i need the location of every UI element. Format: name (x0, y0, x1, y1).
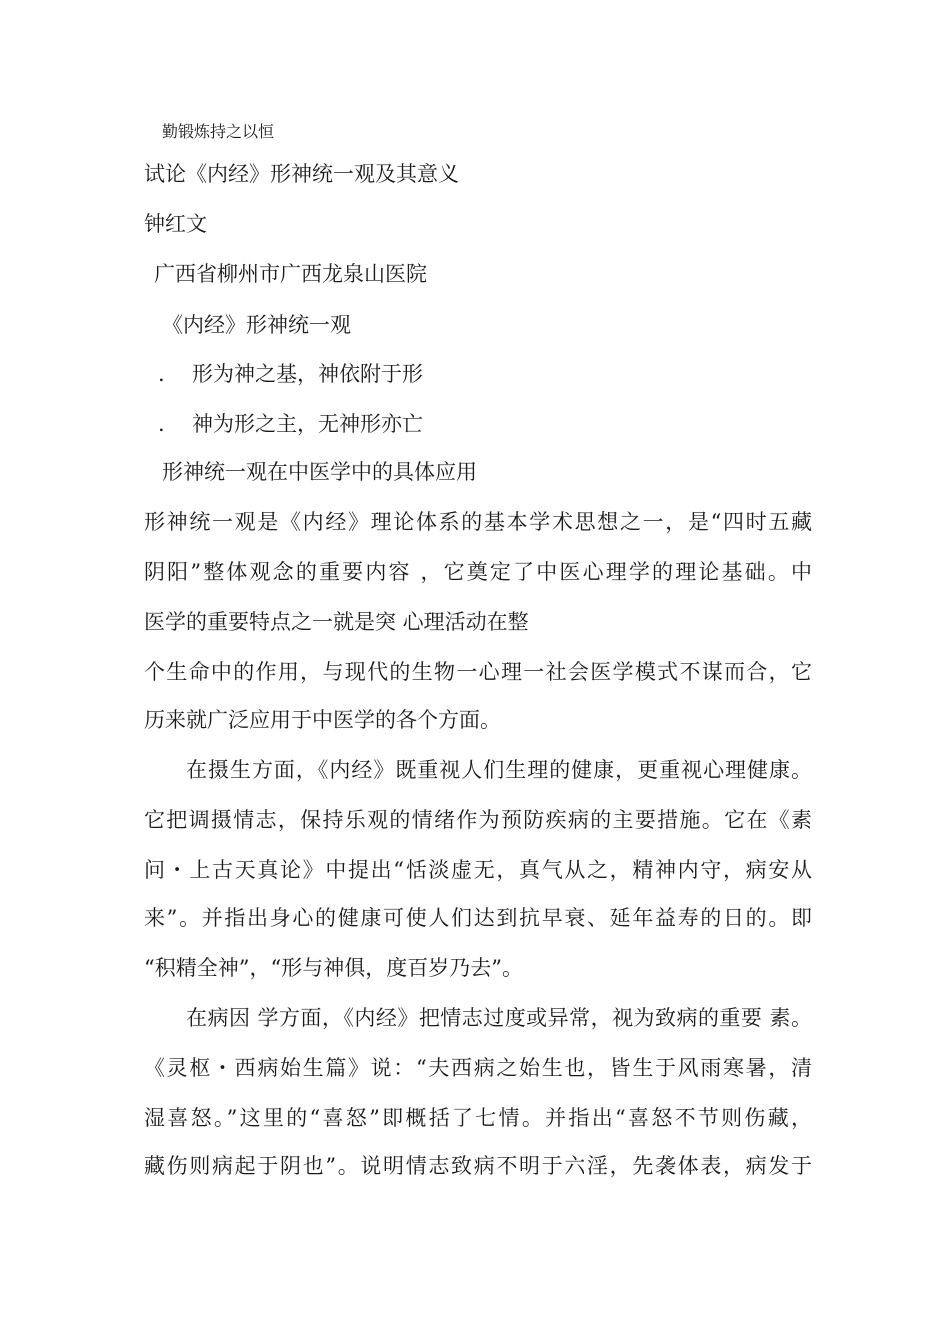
outline-item-1 (158, 360, 423, 388)
author-affiliation: 广西省柳州市广西龙泉山医院 (154, 262, 427, 286)
body-line: 历来就广泛应用于中医学的各个方面。 (144, 708, 501, 732)
body-line: 《灵枢・西病始生篇》说：“夫西病之始生也，皆生于风雨寒暑，清 (144, 1056, 812, 1080)
outline-bullet: . (158, 362, 165, 386)
body-line: 形神统一观是《内经》理论体系的基本学术思想之一，是“四时五藏 (144, 510, 812, 534)
body-line: 医学的重要特点之一就是突 心理活动在整 (144, 610, 529, 634)
body-line: 来”。并指出身心的健康可使人们达到抗早衰、延年益寿的日的。即 (144, 906, 812, 930)
page-header: 勤锻炼持之以恒 (162, 122, 275, 141)
outline-item-2 (158, 410, 423, 438)
author-name: 钟红文 (144, 212, 207, 236)
outline-item-text: 形为神之基，神依附于形 (192, 362, 423, 386)
body-line: 湿喜怒。”这里的“喜怒”即概括了七情。并指出“喜怒不节则伤藏， (144, 1106, 812, 1130)
outline-heading-2: 形神统一观在中医学中的具体应用 (162, 460, 477, 484)
body-line: 藏伤则病起于阴也”。说明情志致病不明于六淫，先袭体表，病发于 (144, 1154, 812, 1178)
body-line: 在病因 学方面，《内经》把情志过度或异常，视为致病的重要 素。 (186, 1006, 812, 1030)
article-title: 试论《内经》形神统一观及其意义 (144, 162, 459, 186)
body-line: 问・上古天真论》中提出“恬淡虚无，真气从之，精神内守，病安从 (144, 858, 812, 882)
outline-heading-1: 《内经》形神统一观 (162, 313, 351, 337)
body-line: 它把调摄情志，保持乐观的情绪作为预防疾病的主要措施。它在《素 (144, 808, 812, 832)
outline-item-text: 神为形之主，无神形亦亡 (192, 412, 423, 436)
body-line: “积精全神”，“形与神俱，度百岁乃去”。 (144, 956, 523, 980)
body-line: 个生命中的作用，与现代的生物一心理一社会医学模式不谋而合，它 (144, 660, 812, 684)
outline-bullet: . (158, 412, 165, 436)
body-line: 阴阳”整体观念的重要内容 ，它奠定了中医心理学的理论基础。中 (144, 560, 812, 584)
body-line: 在摄生方面，《内经》既重视人们生理的健康，更重视心理健康。 (186, 758, 812, 782)
